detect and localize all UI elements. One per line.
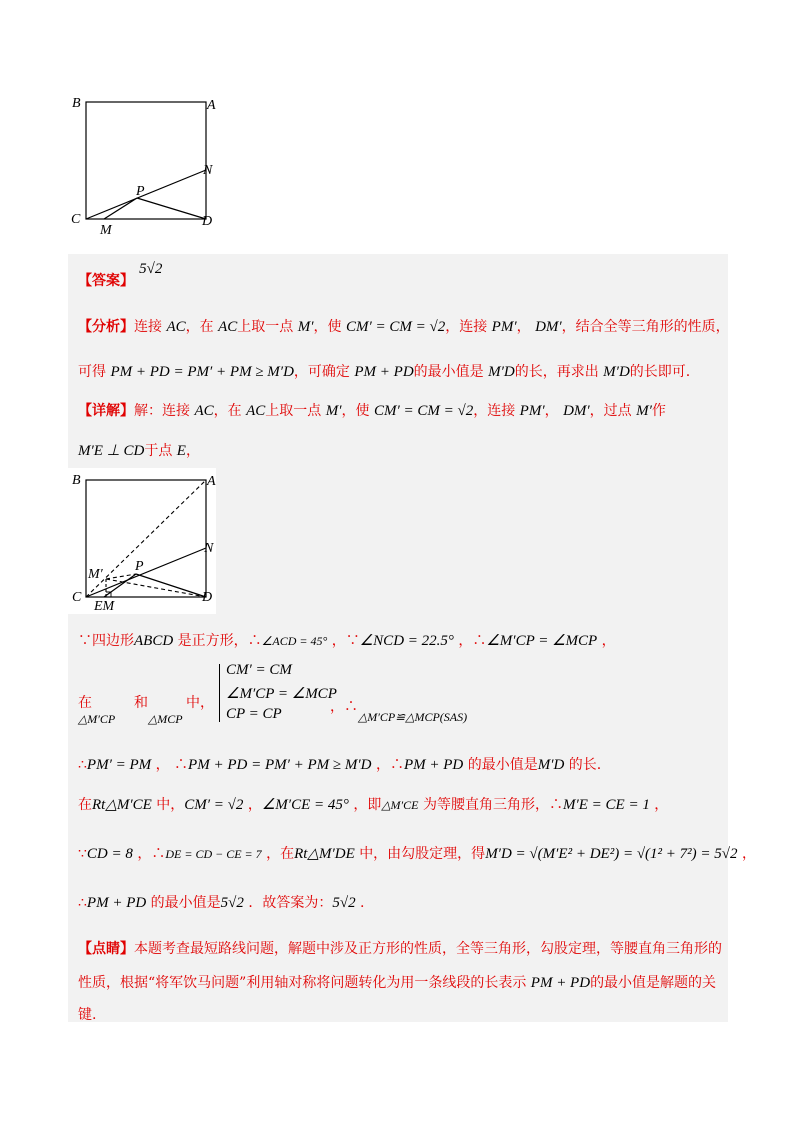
label-b: B	[72, 473, 81, 488]
system-eq-1: CM′ = CM	[226, 662, 292, 678]
analysis-line-2: 可得 PM + PD = PM′ + PM ≥ M′D，可确定 PM + PD的最小值是 M′D的长，再求出 M′D的长即可.	[78, 364, 691, 380]
step-2-prefix: 在	[78, 695, 92, 711]
answer-line: 【答案】 5√2	[78, 261, 163, 289]
label-c: C	[71, 212, 81, 227]
label-c: C	[72, 590, 82, 605]
figure-square-abcd	[60, 90, 230, 240]
triangle-mcp: △MCP	[148, 712, 183, 726]
label-m: M	[100, 223, 112, 238]
label-n: N	[203, 163, 213, 178]
congruence-result: △M′CP≌△MCP(SAS)	[358, 710, 468, 724]
label-p: P	[135, 559, 144, 574]
label-n: N	[204, 541, 214, 556]
answer-value: 5√2	[139, 261, 163, 277]
step-2-in: 中，	[186, 695, 214, 711]
step-2-therefore: ，∴	[330, 699, 358, 715]
system-eq-3: CP = CP	[226, 706, 282, 722]
label-m-prime: M′	[88, 567, 103, 582]
system-brace	[219, 664, 220, 722]
label-d: D	[202, 214, 213, 229]
comment-line-2: 性质，根据“将军饮马问题”利用轴对称将问题转化为用一条线段的长表示 PM + PD的最小值是解题的关	[78, 975, 717, 991]
label-em: EM	[94, 599, 115, 614]
step-5: ∵CD = 8 ，∴DE = CD − CE = 7 ，在Rt△M′DE 中，由勾股定理，得M′D = √(M′E² + DE²) = √(1² + 7²) = 5√2 ，	[78, 846, 756, 862]
comment-line-1: 【点睛】本题考查最短路线问题，解题中涉及正方形的性质，全等三角形，勾股定理，等腰直角三角形的	[78, 941, 722, 957]
analysis-line-1: 【分析】连接 AC，在 AC上取一点 M′，使 CM′ = CM = √2，连接 PM′， DM′，结合全等三角形的性质，	[78, 319, 730, 335]
label-a: A	[207, 474, 216, 489]
detail-line-1: 【详解】解：连接 AC，在 AC上取一点 M′，使 CM′ = CM = √2，连接 PM′， DM′，过点 M′作	[78, 403, 666, 419]
detail-line-2: M′E ⊥ CD于点 E，	[78, 443, 200, 459]
step-2-and: 和	[134, 695, 148, 711]
label-b: B	[72, 96, 81, 111]
comment-line-3: 键.	[78, 1007, 97, 1023]
triangle-m-prime-cp: △M′CP	[78, 712, 116, 726]
step-4: 在Rt△M′CE 中，CM′ = √2 ，∠M′CE = 45° ，即△M′CE 为等腰直角三角形，∴M′E = CE = 1 ，	[78, 797, 669, 813]
system-eq-2: ∠M′CP = ∠MCP	[226, 686, 337, 702]
label-d: D	[202, 590, 213, 605]
figure-construction	[68, 468, 216, 614]
label-p: P	[136, 184, 145, 199]
step-3: ∴PM′ = PM ， ∴PM + PD = PM′ + PM ≥ M′D ，∴PM + PD 的最小值是M′D 的长.	[78, 757, 602, 773]
label-a: A	[207, 98, 216, 113]
step-1: ∵四边形ABCD 是正方形，∴∠ACD = 45° ，∵∠NCD = 22.5° ，∴∠M′CP = ∠MCP ，	[78, 633, 616, 649]
step-6: ∴PM + PD 的最小值是5√2 ．故答案为：5√2 .	[78, 895, 365, 911]
